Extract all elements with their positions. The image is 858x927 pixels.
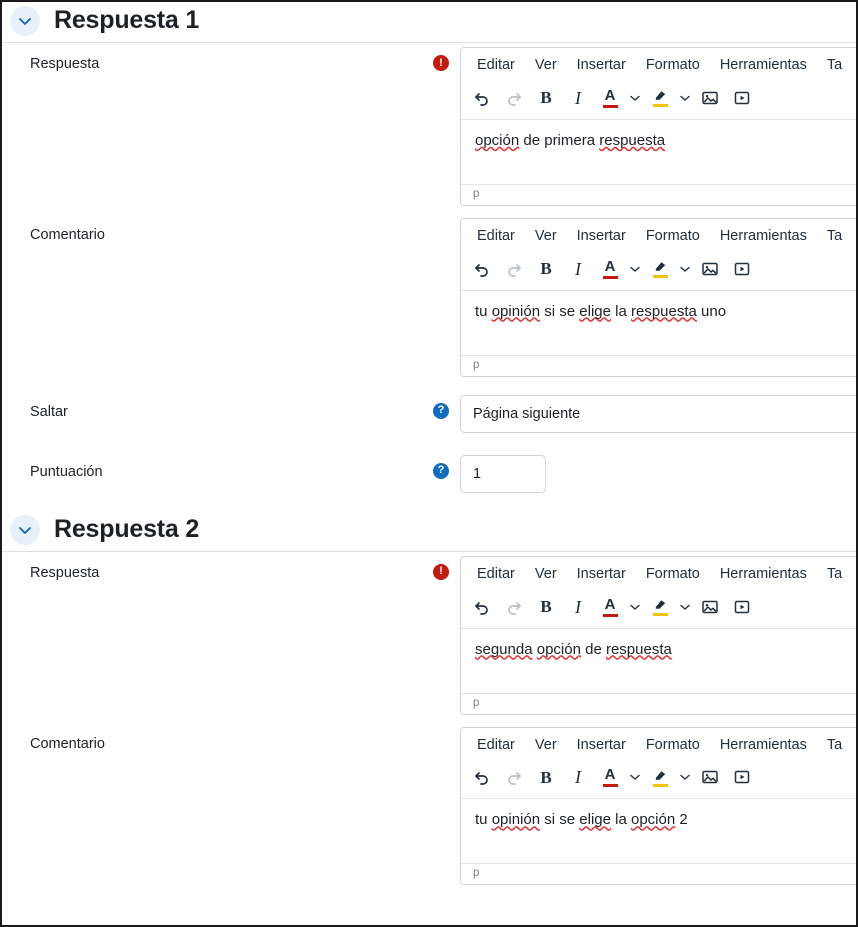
- spacer-icon: [422, 723, 460, 735]
- chevron-down-icon[interactable]: [677, 592, 693, 622]
- section-title: Respuesta 2: [54, 514, 200, 543]
- image-icon[interactable]: [695, 83, 725, 113]
- rich-text-editor[interactable]: [460, 556, 856, 715]
- chevron-down-icon[interactable]: [627, 254, 643, 284]
- rich-text-editor[interactable]: [460, 47, 856, 206]
- field-respuesta-2-comment: [2, 723, 856, 886]
- menu-item-herramientas[interactable]: Herramientas: [719, 227, 807, 244]
- editor-text-word: opción: [536, 640, 581, 658]
- score-wrapper: [460, 451, 856, 493]
- select-wrapper: [460, 391, 856, 433]
- editor-status-bar: p: [461, 863, 856, 884]
- italic-icon[interactable]: I: [575, 258, 581, 279]
- chevron-down-icon[interactable]: [677, 762, 693, 792]
- menu-item-herramientas[interactable]: Herramientas: [719, 736, 807, 753]
- menu-item-tabla[interactable]: Ta: [826, 227, 843, 244]
- media-icon[interactable]: [727, 592, 757, 622]
- highlight-color-icon[interactable]: [645, 592, 675, 622]
- menu-item-insertar[interactable]: Insertar: [576, 57, 626, 73]
- undo-icon[interactable]: [467, 592, 497, 622]
- editor-menubar[interactable]: [461, 728, 856, 761]
- chevron-down-icon[interactable]: [10, 515, 40, 545]
- undo-icon[interactable]: [467, 83, 497, 113]
- menu-item-ver[interactable]: Ver: [534, 57, 557, 73]
- editor-content[interactable]: tu opinión si se elige la respuesta uno: [461, 291, 856, 355]
- chevron-down-icon[interactable]: [627, 762, 643, 792]
- jump-select[interactable]: Página siguiente: [460, 395, 856, 433]
- required-icon: !: [422, 552, 460, 580]
- editor-wrapper: [460, 723, 856, 886]
- redo-icon[interactable]: [499, 254, 529, 284]
- menu-item-formato[interactable]: Formato: [645, 227, 700, 244]
- menu-item-insertar[interactable]: Insertar: [576, 736, 626, 753]
- menu-item-editar[interactable]: Editar: [477, 227, 515, 244]
- menu-item-tabla[interactable]: Ta: [826, 736, 843, 753]
- italic-icon[interactable]: I: [575, 87, 581, 108]
- editor-content[interactable]: tu opinión si se elige la opción 2: [461, 799, 856, 863]
- field-label: Comentario: [30, 226, 105, 243]
- italic-icon[interactable]: I: [575, 767, 581, 788]
- menu-item-insertar[interactable]: Insertar: [576, 227, 626, 244]
- field-respuesta-1-jump: [2, 391, 856, 433]
- editor-menubar[interactable]: [461, 557, 856, 590]
- editor-text-word: respuesta: [630, 302, 697, 320]
- editor-text-word: elige: [579, 302, 611, 320]
- text-color-icon[interactable]: A: [595, 592, 625, 622]
- highlight-color-icon[interactable]: [645, 254, 675, 284]
- editor-status-bar: p: [461, 693, 856, 714]
- image-icon[interactable]: [695, 592, 725, 622]
- menu-item-herramientas[interactable]: Herramientas: [719, 57, 807, 73]
- menu-item-ver[interactable]: Ver: [534, 565, 557, 582]
- image-icon[interactable]: [695, 254, 725, 284]
- menu-item-formato[interactable]: Formato: [645, 736, 700, 753]
- section-header-respuesta-2[interactable]: [2, 511, 856, 551]
- menu-item-herramientas[interactable]: Herramientas: [719, 565, 807, 582]
- redo-icon[interactable]: [499, 762, 529, 792]
- field-label: Respuesta: [30, 564, 100, 581]
- media-icon[interactable]: [727, 254, 757, 284]
- field-respuesta-1-answer: [2, 43, 856, 206]
- editor-wrapper: [460, 43, 856, 206]
- field-label: Comentario: [30, 735, 105, 752]
- menu-item-editar[interactable]: Editar: [477, 565, 515, 582]
- redo-icon[interactable]: [499, 592, 529, 622]
- editor-toolbar[interactable]: [461, 81, 856, 120]
- spacer-icon: [422, 214, 460, 226]
- text-color-icon[interactable]: A: [595, 762, 625, 792]
- editor-text-word: opinión: [491, 811, 541, 829]
- editor-text-word: opción: [475, 131, 520, 149]
- section-header-respuesta-1[interactable]: [2, 2, 856, 42]
- editor-toolbar[interactable]: [461, 252, 856, 291]
- editor-menubar[interactable]: [461, 48, 856, 81]
- editor-text-word: respuesta: [599, 131, 666, 149]
- menu-item-insertar[interactable]: Insertar: [576, 565, 626, 582]
- editor-status-bar: p: [461, 184, 856, 205]
- editor-text-word: elige: [579, 811, 611, 829]
- editor-wrapper: [460, 552, 856, 715]
- score-input[interactable]: 1: [460, 455, 546, 493]
- bold-icon[interactable]: B: [540, 259, 552, 279]
- undo-icon[interactable]: [467, 254, 497, 284]
- redo-icon[interactable]: [499, 83, 529, 113]
- bold-icon[interactable]: B: [540, 767, 552, 787]
- field-label: Saltar: [30, 403, 68, 420]
- highlight-color-icon[interactable]: [645, 83, 675, 113]
- undo-icon[interactable]: [467, 762, 497, 792]
- field-label: Puntuación: [30, 463, 103, 480]
- menu-item-ver[interactable]: Ver: [534, 227, 557, 244]
- chevron-down-icon[interactable]: [677, 83, 693, 113]
- page-title: Respuesta 1: [54, 6, 200, 35]
- editor-wrapper: [460, 214, 856, 377]
- editor-toolbar[interactable]: [461, 760, 856, 799]
- editor-content[interactable]: segunda opción de respuesta: [461, 629, 856, 693]
- editor-text-word: opción: [630, 811, 676, 829]
- editor-text-word: opinión: [491, 302, 541, 320]
- menu-item-ver[interactable]: Ver: [534, 736, 557, 753]
- chevron-down-icon[interactable]: [627, 592, 643, 622]
- rich-text-editor[interactable]: [460, 727, 856, 886]
- text-color-icon[interactable]: A: [595, 83, 625, 113]
- page-scroll-area[interactable]: [2, 2, 856, 925]
- media-icon[interactable]: [727, 762, 757, 792]
- editor-menubar[interactable]: [461, 219, 856, 252]
- field-respuesta-2-answer: [2, 552, 856, 715]
- editor-content[interactable]: opción de primera respuesta: [461, 120, 856, 184]
- menu-item-formato[interactable]: Formato: [645, 57, 700, 73]
- bold-icon[interactable]: B: [540, 597, 552, 617]
- chevron-down-icon[interactable]: [10, 6, 40, 36]
- editor-status-bar: p: [461, 355, 856, 376]
- editor-text-word: segunda: [475, 640, 533, 658]
- help-icon[interactable]: ?: [422, 451, 460, 479]
- image-icon[interactable]: [695, 762, 725, 792]
- field-respuesta-1-comment: [2, 214, 856, 377]
- menu-item-tabla[interactable]: Ta: [826, 565, 843, 582]
- menu-item-editar[interactable]: Editar: [477, 736, 515, 753]
- rich-text-editor[interactable]: [460, 218, 856, 377]
- media-icon[interactable]: [727, 83, 757, 113]
- field-respuesta-1-score: [2, 451, 856, 493]
- help-icon[interactable]: ?: [422, 391, 460, 419]
- italic-icon[interactable]: I: [575, 596, 581, 617]
- editor-text-word: respuesta: [605, 640, 672, 658]
- menu-item-tabla[interactable]: Ta: [826, 57, 843, 73]
- editor-toolbar[interactable]: [461, 590, 856, 629]
- chevron-down-icon[interactable]: [677, 254, 693, 284]
- chevron-down-icon[interactable]: [627, 83, 643, 113]
- text-color-icon[interactable]: A: [595, 254, 625, 284]
- required-icon: !: [422, 43, 460, 71]
- menu-item-editar[interactable]: Editar: [477, 57, 515, 73]
- menu-item-formato[interactable]: Formato: [645, 565, 700, 582]
- field-label: Respuesta: [30, 56, 100, 72]
- bold-icon[interactable]: B: [540, 88, 552, 108]
- highlight-color-icon[interactable]: [645, 762, 675, 792]
